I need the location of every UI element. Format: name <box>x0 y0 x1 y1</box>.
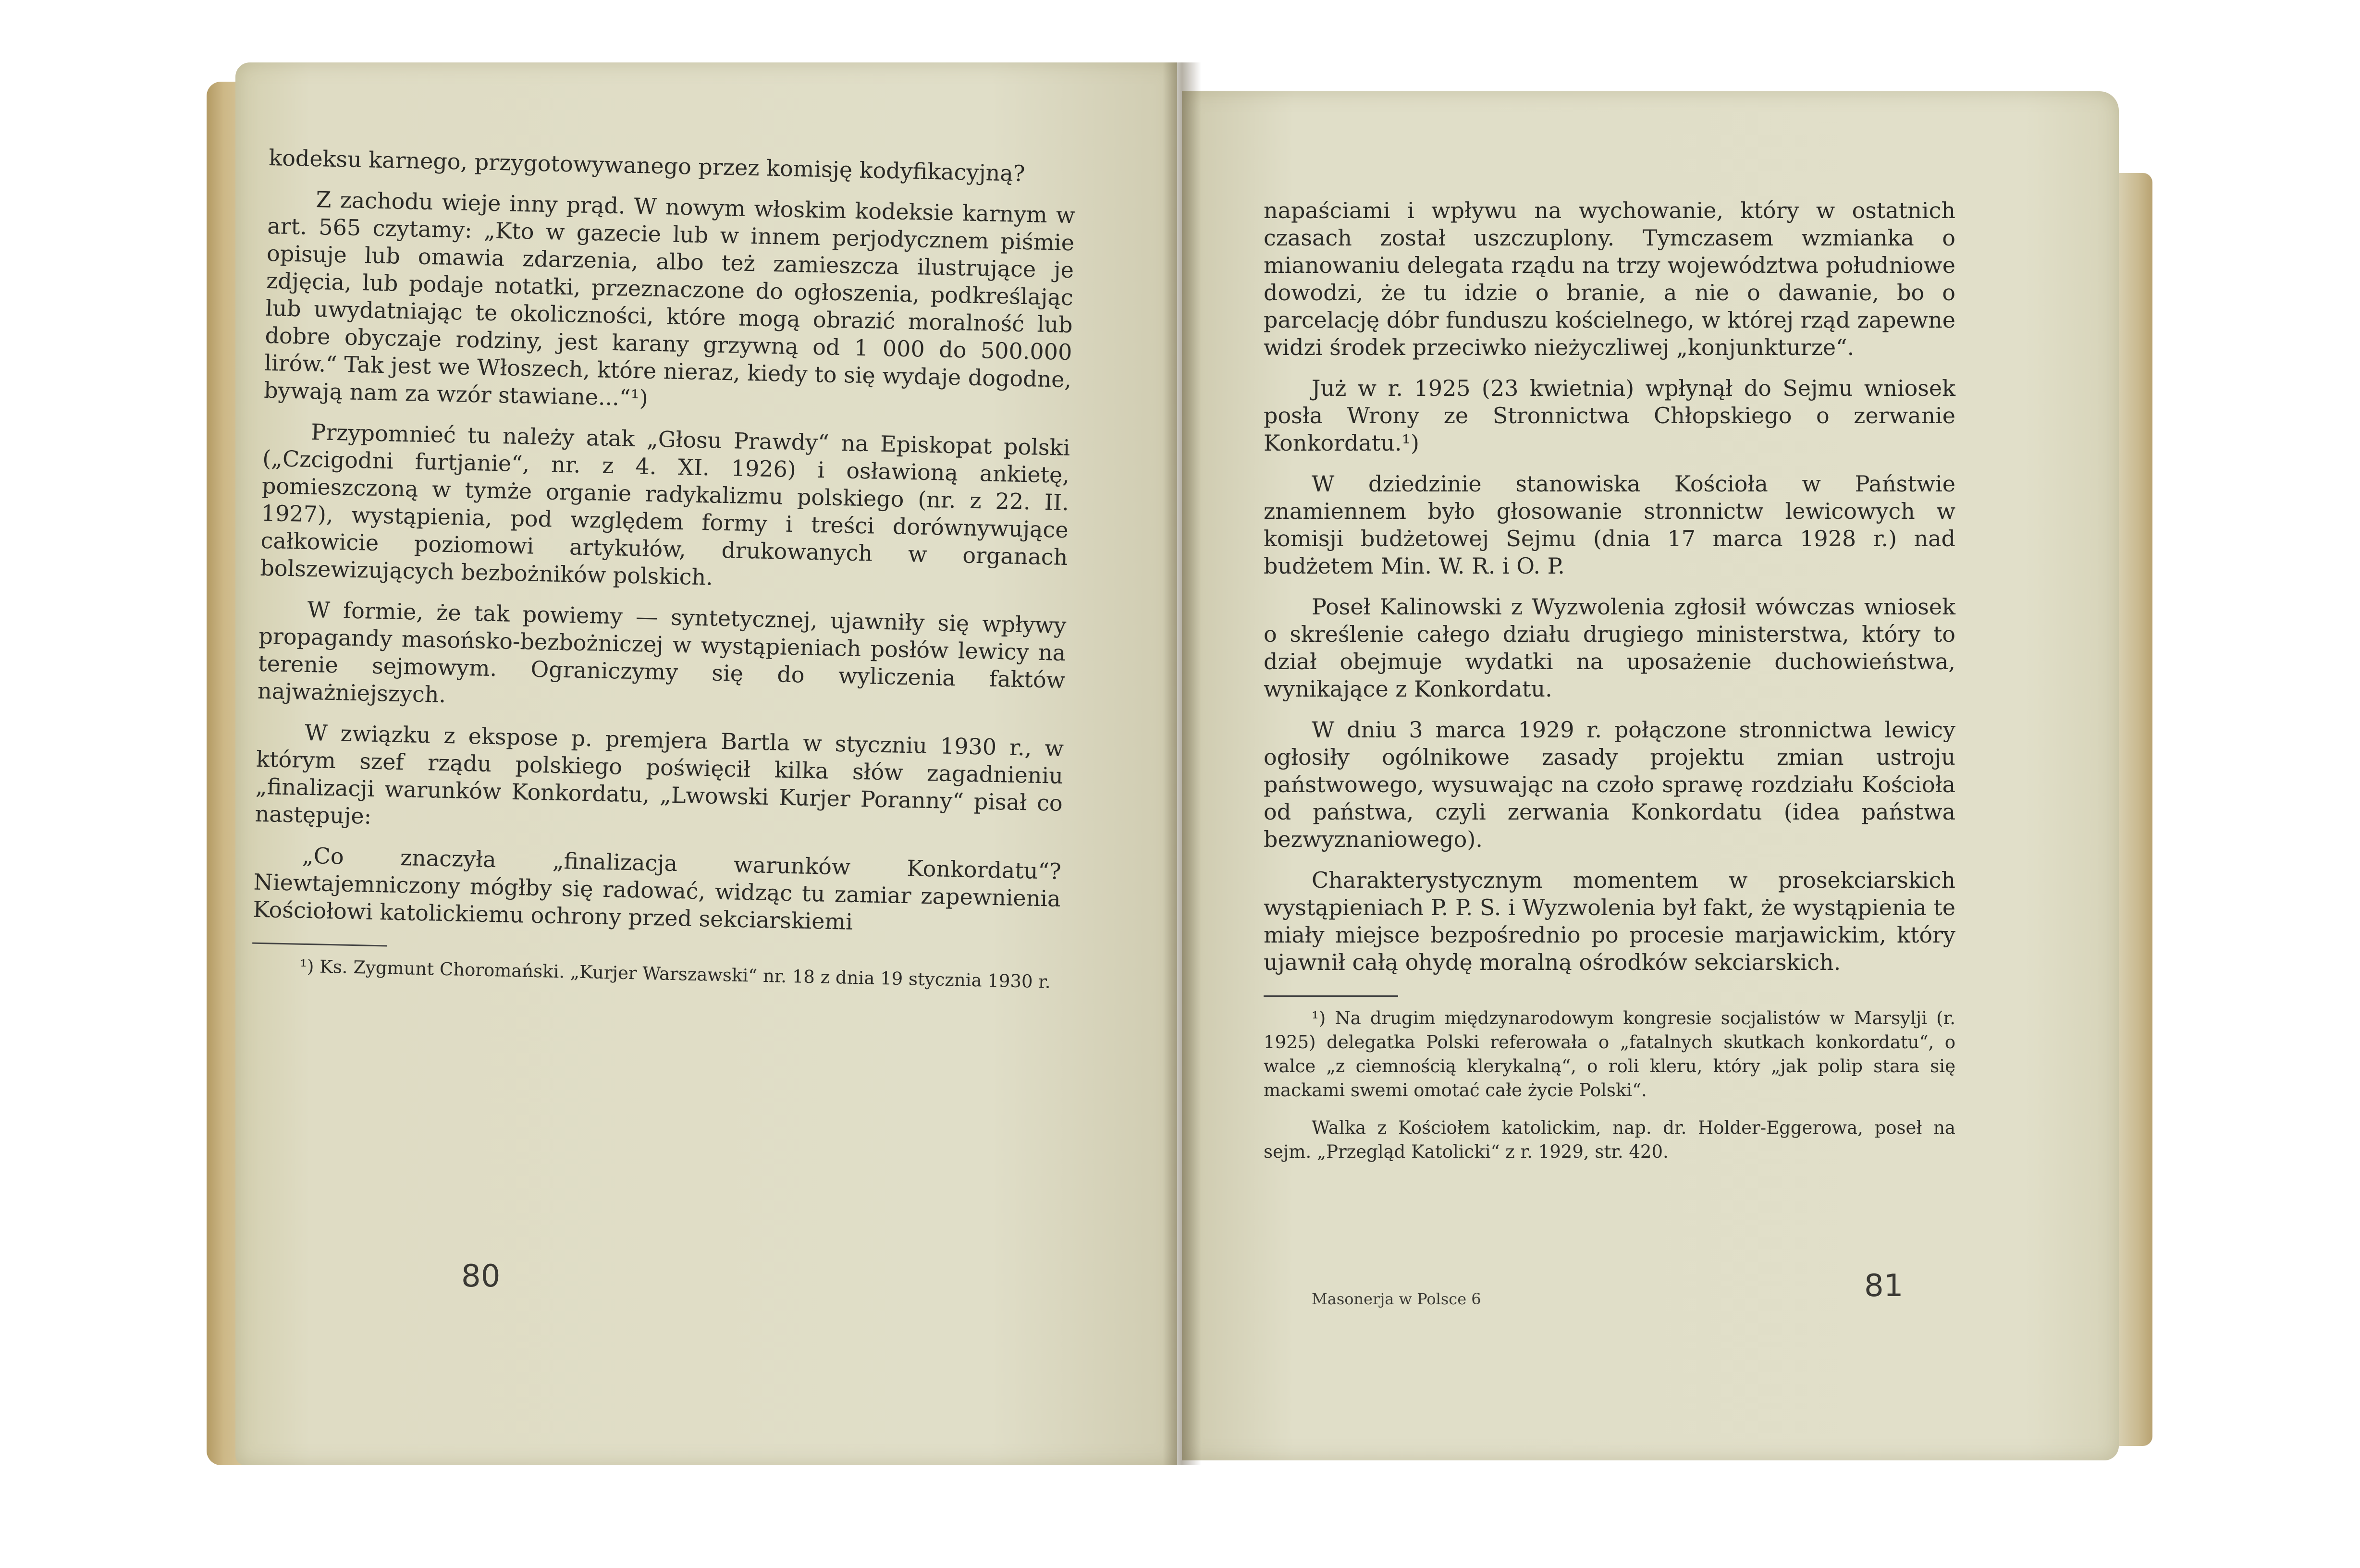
footnote: ¹) Ks. Zygmunt Choromański. „Kurjer Warszawski“ nr. 18 z dnia 19 stycznia 1930 r. <box>299 956 1051 992</box>
paragraph: W dziedzinie stanowiska Kościoła w Państwie znamiennem było głosowanie stronnictw lewicowych w komisji budżetowej Sejmu (dnia 17 marca 1928 r.) nad budżetem Min. W. R. i O. P. <box>1264 471 1955 579</box>
footnote: ¹) Na drugim międzynarodowym kongresie socjalistów w Marsylji (r. 1925) delegatka Polski referowała o „fatalnych skutkach konkordatu“, o walce „z ciemnością klerykalną“, o roli kleru, który „jak polip stara się mackami swemi omotać całe życie Polski“. <box>1264 1008 1955 1101</box>
book-gutter <box>1163 62 1201 1465</box>
paragraph: napaściami i wpływu na wychowanie, który w ostatnich czasach został uszczuplony. Tymczasem wzmianka o mianowaniu delegata rządu na trzy województwa południowe dowodzi, że tu idzie o branie, a nie o dawanie, bo o parcelację dóbr funduszu kościelnego, w której rząd zapewne widzi środek przeciwko nieżyczliwej „konjunkturze“. <box>1264 197 1955 360</box>
paragraph: W formie, że tak powiemy — syntetycznej, ujawniły się wpływy propagandy masońsko-bezbożniczej w wystąpieniach posłów lewicy na terenie sejmowym. Ograniczymy się do wyliczenia faktów najważniejszych. <box>257 596 1067 708</box>
paragraph: kodeksu karnego, przygotowywanego przez komisję kodyfikacyjną? <box>268 144 1025 186</box>
signature-mark: Masonerja w Polsce 6 <box>1312 1290 1481 1308</box>
page-edges-right <box>2119 173 2152 1446</box>
paragraph: Już w r. 1925 (23 kwietnia) wpłynął do Sejmu wniosek posła Wrony ze Stronnictwa Chłopskiego o zerwanie Konkordatu.¹) <box>1264 375 1955 456</box>
paragraph: „Co znaczyła „finalizacja warunków Konkordatu“? Niewtajemniczony mógłby się radować, widząc tu zamiar zapewnienia Kościołowi katolickiemu ochrony przed sekciarskiemi <box>253 842 1062 935</box>
page-number-right: 81 <box>1864 1268 1904 1304</box>
page-number-left: 80 <box>461 1259 501 1294</box>
footnote-rule <box>1264 995 1398 997</box>
left-page-text <box>251 144 1076 1008</box>
footnote-rule <box>252 943 387 947</box>
footnote: Walka z Kościołem katolickim, nap. dr. Holder-Eggerowa, poseł na sejm. „Przegląd Katolicki“ z r. 1929, str. 420. <box>1264 1117 1955 1162</box>
paragraph: Charakterystycznym momentem w prosekciarskich wystąpieniach P. P. S. i Wyzwolenia był fakt, że wystąpienia te miały miejsce bezpośrednio po procesie marjawickim, który ujawnił całą ohydę moralną ośrodków sekciarskich. <box>1264 867 1955 975</box>
paragraph: Przypomnieć tu należy atak „Głosu Prawdy“ na Episkopat polski („Czcigodni furtjanie“, nr. z 4. XI. 1926) i osławioną ankietę, pomieszczoną w tymże organie radykalizmu polskiego (nr. z 22. II. 1927), wystąpienia, pod względem formy i treści dorównywujące całkowicie poziomowi artykułów, drukowanych w organach bolszewizujących bezbożników polskich. <box>259 418 1070 590</box>
paragraph: Z zachodu wieje inny prąd. W nowym włoskim kodeksie karnym w art. 565 czytamy: „Kto w gazecie lub w innem perjodycznem piśmie opisuje lub omawia zdarzenia, albo też zamieszcza ilustrujące je zdjęcia, lub podaje notatki, przeznaczone do ogłoszenia, podkreślając lub uwydatniając te okoliczności, które mogą obrazić moralność lub dobre obyczaje rodziny, jest karany grzywną od 1 000 do 500.000 lirów.“ Tak jest we Włoszech, które nieraz, kiedy to się wydaje dogodne, bywają nam za wzór stawiane...“¹) <box>263 186 1075 411</box>
right-page-text <box>1264 197 1955 1177</box>
paragraph: W związku z ekspose p. premjera Bartla w styczniu 1930 r., w którym szef rządu polskiego poświęcił kilka słów zagadnieniu „finalizacji warunków Konkordatu, „Lwowski Kurjer Poranny“ pisał co następuje: <box>255 719 1064 829</box>
paragraph: Poseł Kalinowski z Wyzwolenia zgłosił wówczas wniosek o skreślenie całego działu drugiego ministerstwa, który to dział obejmuje wydatki na uposażenie duchowieństwa, wynikające z Konkordatu. <box>1264 594 1955 702</box>
paragraph: W dniu 3 marca 1929 r. połączone stronnictwa lewicy ogłosiły ogólnikowe zasady projektu zmian ustroju państwowego, wysuwając na czoło sprawę rozdziału Kościoła od państwa, czyli zerwania Konkordatu (idea państwa bezwyznaniowego). <box>1264 717 1955 852</box>
